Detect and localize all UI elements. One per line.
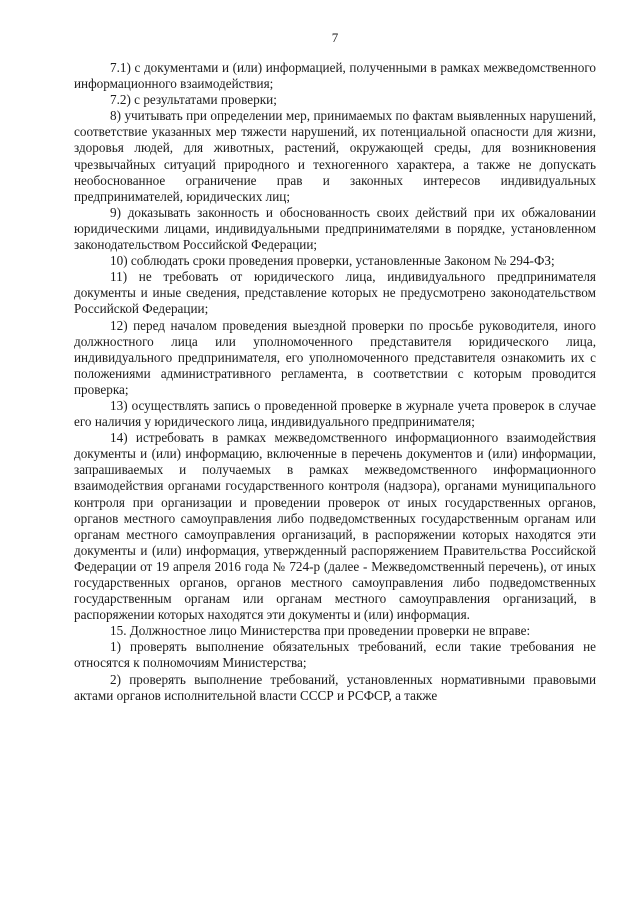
paragraph-7-1: 7.1) с документами и (или) информацией, полученными в рамках межведомственного информационного взаимодействия; bbox=[74, 60, 596, 92]
paragraph-9: 9) доказывать законность и обоснованность своих действий при их обжаловании юридическими лицами, индивидуальными предпринимателями в порядке, установленном законодательством Российской Федерации; bbox=[74, 204, 596, 253]
paragraph-15-2: 2) проверять выполнение требований, установленных нормативными правовыми актами органов исполнительной власти СССР и РСФСР, а также bbox=[74, 671, 596, 703]
paragraph-8: 8) учитывать при определении мер, принимаемых по фактам выявленных нарушений, соответствие указанных мер тяжести нарушений, их потенциальной опасности для жизни, здоровья людей, для животных, растений, окружающей среды, для возникновения чрезвычайных ситуаций природного и техногенного характера, а также не допускать необоснованное ограничение прав и законных интересов индивидуальных предпринимателей, юридических лиц; bbox=[74, 108, 596, 204]
paragraph-section-15: 15. Должностное лицо Министерства при проведении проверки не вправе: bbox=[110, 623, 531, 639]
document-page bbox=[74, 30, 596, 704]
page-number: 7 bbox=[331, 30, 339, 45]
paragraph-12: 12) перед началом проведения выездной проверки по просьбе руководителя, иного должностного лица или уполномоченного представителя юридического лица, индивидуального предпринимателя, его уполномоченного представителя ознакомить их с положениями административного регламента, в соответствии с которым проводится проверка; bbox=[74, 317, 596, 397]
paragraph-14: 14) истребовать в рамках межведомственного информационного взаимодействия документы и (или) информацию, включенные в перечень документов и (или) информации, запрашиваемых и получаемых в рамках межведомственного информационного взаимодействия органами государственного контроля (надзора), органами муниципального контроля при организации и проведении проверок от иных государственных органов, органов местного самоуправления либо подведомственных государственным органам или органам местного самоуправления организаций, в распоряжении которых находятся эти документы и (или) информация, утвержденный распоряжением Правительства Российской Федерации от 19 апреля 2016 года № 724-р (далее - Межведомственный перечень), от иных государственных органов, органов местного самоуправления либо подведомственных государственным органам или органам местного самоуправления организаций, в распоряжении которых находятся эти документы и (или) информация. bbox=[74, 430, 596, 623]
paragraph-10: 10) соблюдать сроки проведения проверки, установленные Законом № 294-ФЗ; bbox=[110, 253, 555, 269]
paragraph-7-2: 7.2) с результатами проверки; bbox=[110, 92, 277, 108]
paragraph-11: 11) не требовать от юридического лица, индивидуального предпринимателя документы и иные сведения, представление которых не предусмотрено законодательством Российской Федерации; bbox=[74, 269, 596, 317]
paragraph-13: 13) осуществлять запись о проведенной проверке в журнале учета проверок в случае его наличия у юридического лица, индивидуального предпринимателя; bbox=[74, 397, 596, 430]
paragraph-15-1: 1) проверять выполнение обязательных требований, если такие требования не относятся к полномочиям Министерства; bbox=[74, 639, 596, 671]
